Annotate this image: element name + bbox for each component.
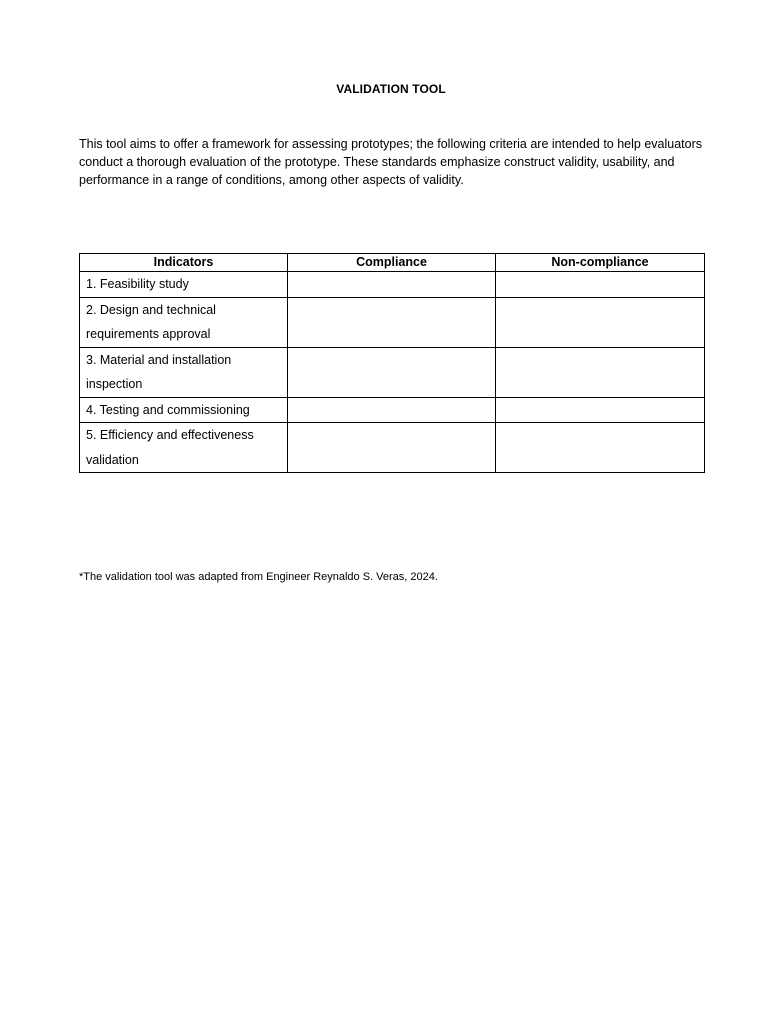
validation-table <box>79 253 705 473</box>
compliance-cell[interactable] <box>288 297 496 347</box>
compliance-cell[interactable] <box>288 347 496 397</box>
table-row <box>80 423 705 473</box>
table-header-row <box>80 254 705 272</box>
header-indicators: Indicators <box>80 254 288 272</box>
compliance-cell[interactable] <box>288 423 496 473</box>
table-row <box>80 297 705 347</box>
indicator-cell: 3. Material and installation inspection <box>80 347 288 397</box>
footnote: *The validation tool was adapted from Engineer Reynaldo S. Veras, 2024. <box>79 571 438 583</box>
page-title: VALIDATION TOOL <box>336 82 446 96</box>
compliance-cell[interactable] <box>288 272 496 298</box>
table-row <box>80 347 705 397</box>
header-non-compliance: Non-compliance <box>496 254 705 272</box>
header-compliance: Compliance <box>288 254 496 272</box>
indicator-cell: 5. Efficiency and effectiveness validation <box>80 423 288 473</box>
intro-paragraph: This tool aims to offer a framework for assessing prototypes; the following criteria are intended to help evaluators conduct a thorough evaluation of the prototype. These standards emphasize construct validity, usability, and performance in a range of conditions, among other aspects of validity. <box>79 137 702 187</box>
non-compliance-cell[interactable] <box>496 423 705 473</box>
table-row <box>80 272 705 298</box>
indicator-cell: 1. Feasibility study <box>80 272 288 298</box>
table-row <box>80 397 705 423</box>
non-compliance-cell[interactable] <box>496 272 705 298</box>
compliance-cell[interactable] <box>288 397 496 423</box>
non-compliance-cell[interactable] <box>496 297 705 347</box>
indicator-cell: 2. Design and technical requirements approval <box>80 297 288 347</box>
non-compliance-cell[interactable] <box>496 347 705 397</box>
non-compliance-cell[interactable] <box>496 397 705 423</box>
indicator-cell: 4. Testing and commissioning <box>80 397 288 423</box>
